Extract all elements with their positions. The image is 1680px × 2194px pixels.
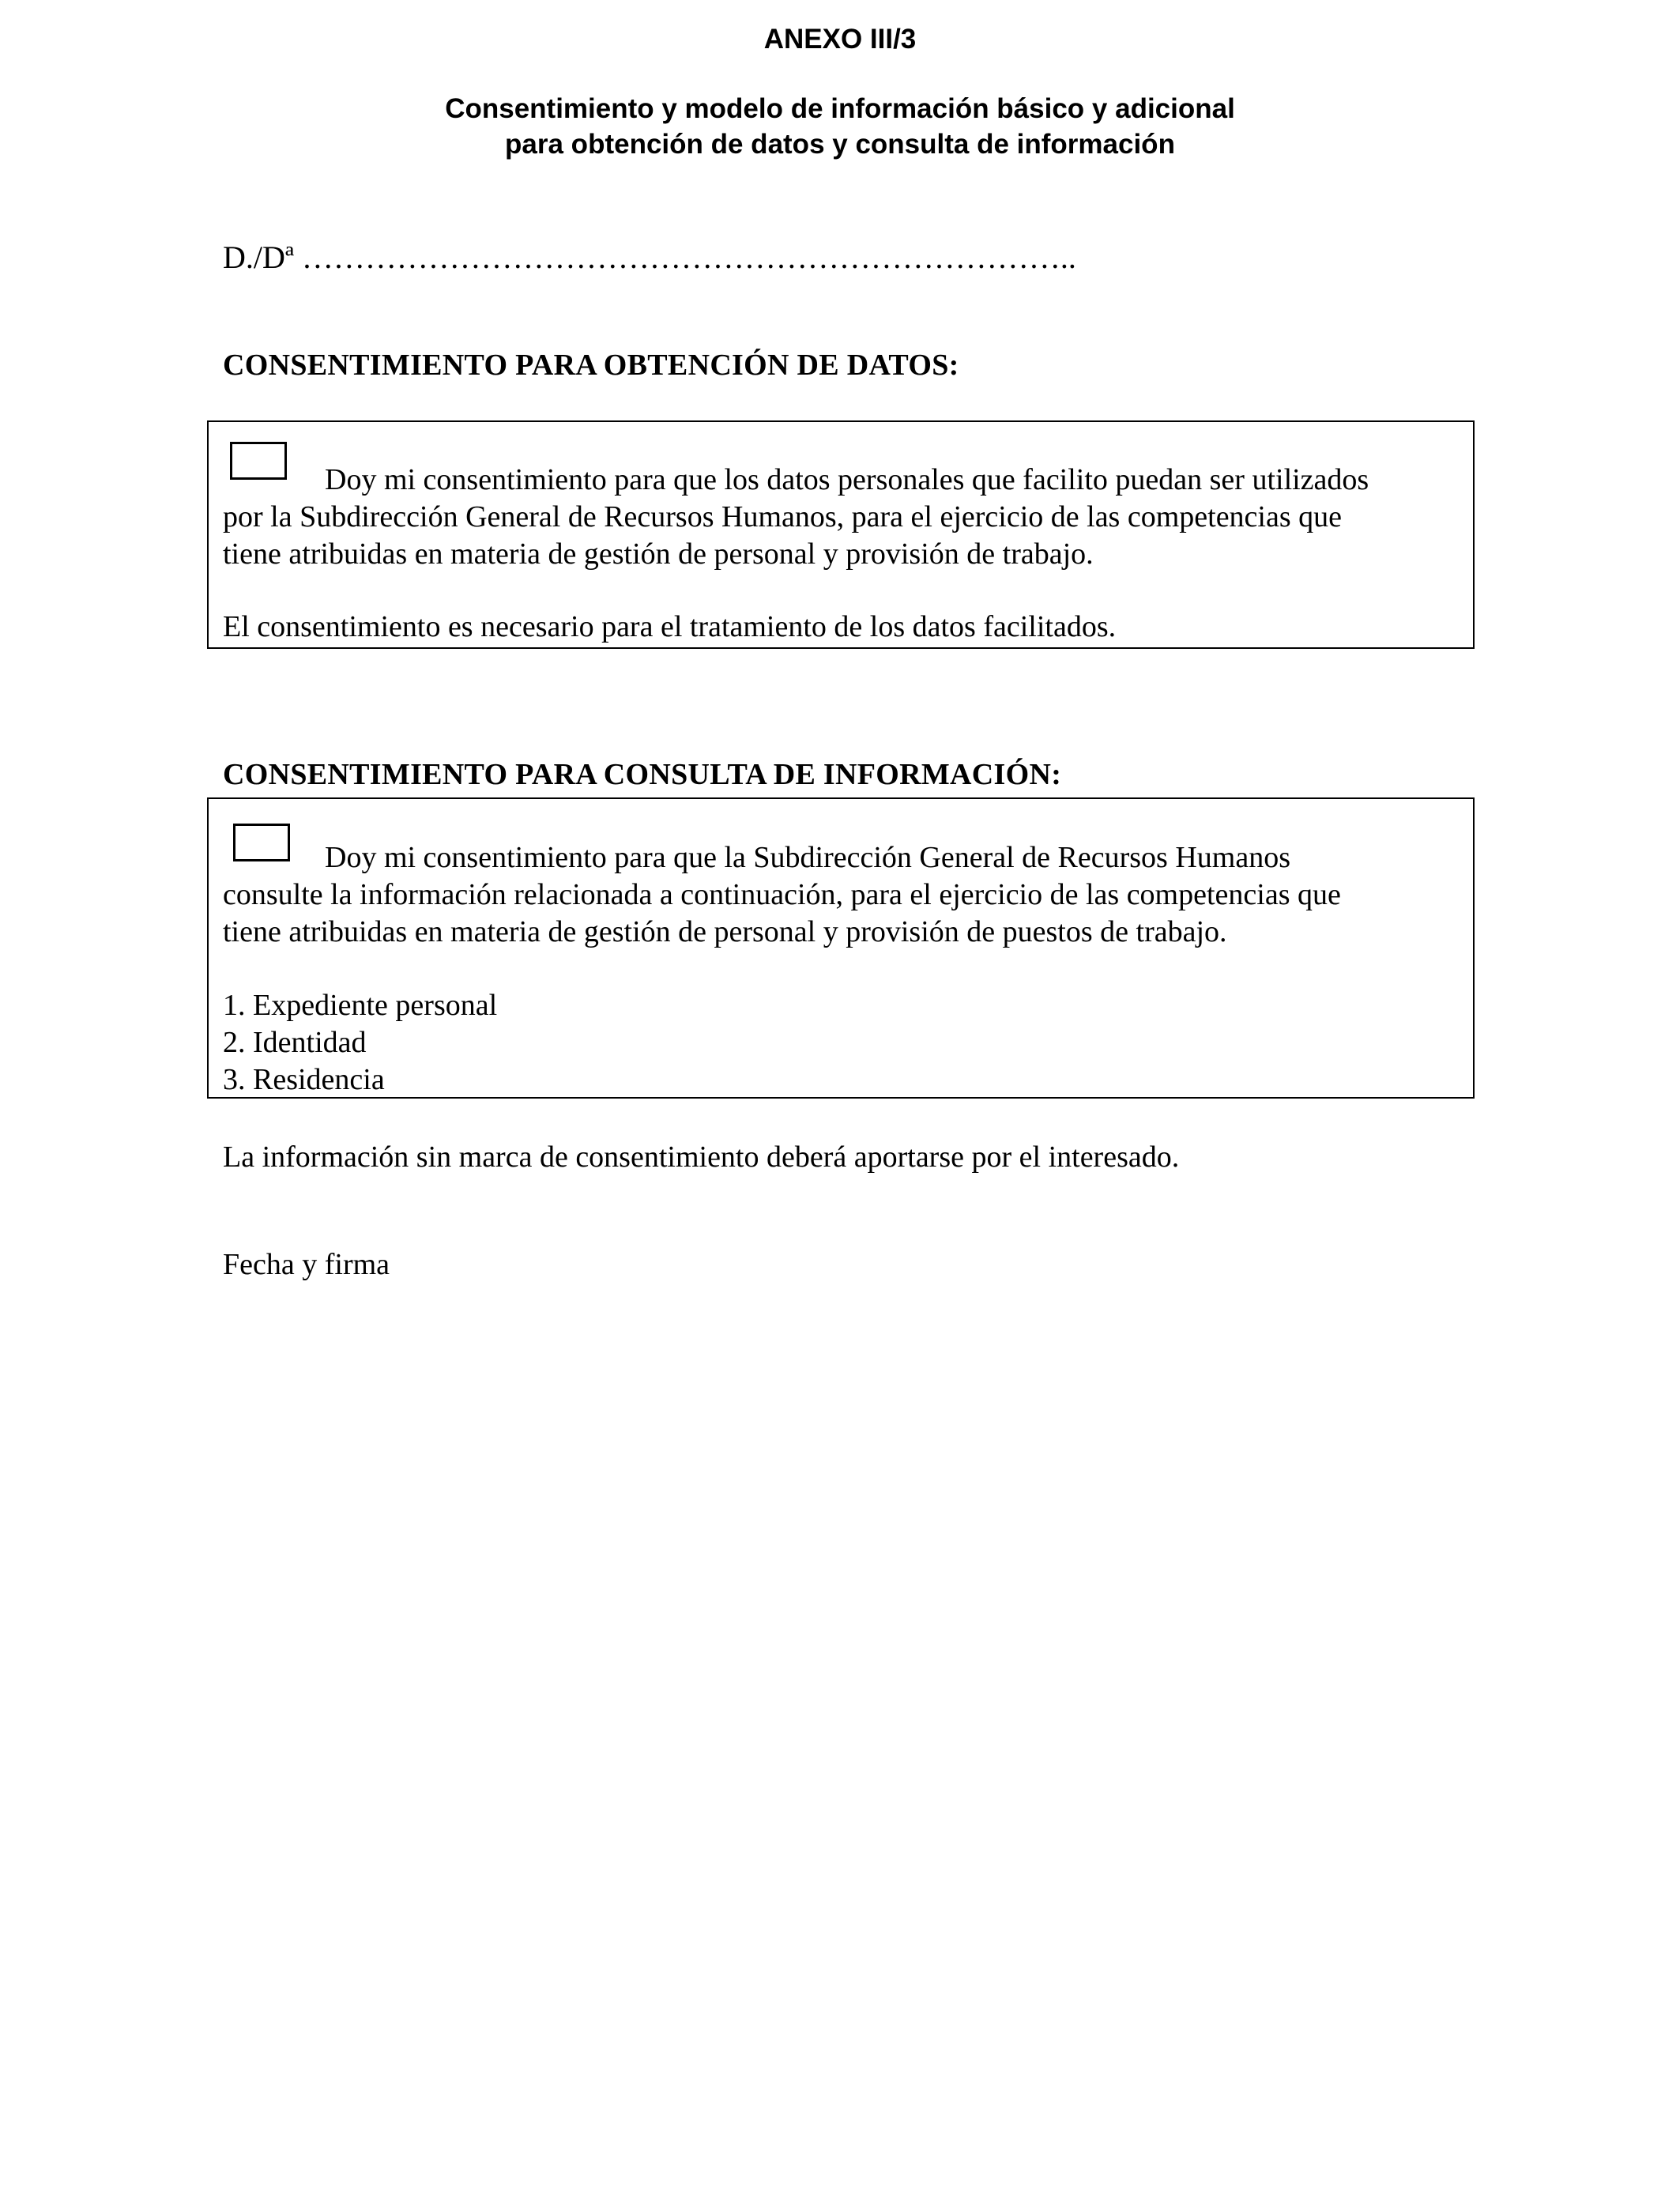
- list-item: 3. Residencia: [223, 1063, 385, 1096]
- list-item: 2. Identidad: [223, 1026, 367, 1059]
- consent-necessity-note: El consentimiento es necesario para el tratamiento de los datos facilitados.: [223, 610, 1117, 643]
- document-subtitle-line-2: para obtención de datos y consulta de información: [505, 129, 1175, 160]
- missing-consent-note: La información sin marca de consentimiento deberá aportarse por el interesado.: [223, 1140, 1180, 1174]
- date-and-signature-label: Fecha y firma: [223, 1248, 390, 1281]
- section-heading-consulta: CONSENTIMIENTO PARA CONSULTA DE INFORMACIÓN:: [223, 758, 1062, 791]
- document-subtitle-line-1: Consentimiento y modelo de información básico y adicional: [445, 93, 1235, 124]
- consent-text-line: tiene atribuidas en materia de gestión de personal y provisión de puestos de trabajo.: [223, 915, 1227, 948]
- list-item: 1. Expediente personal: [223, 989, 498, 1022]
- consent-checkbox-consulta[interactable]: [233, 824, 290, 861]
- applicant-name-field[interactable]: D./Dª ………………………………………………………………..: [223, 239, 1076, 275]
- consent-text-line: Doy mi consentimiento para que los datos personales que facilito puedan ser utilizados: [325, 463, 1369, 496]
- consent-text-line: por la Subdirección General de Recursos Humanos, para el ejercicio de las competencias que: [223, 500, 1343, 533]
- annex-title: ANEXO III/3: [763, 24, 917, 55]
- consent-text-line: consulte la información relacionada a continuación, para el ejercicio de las competencias que: [223, 878, 1341, 911]
- consent-text-line: tiene atribuidas en materia de gestión de personal y provisión de trabajo.: [223, 537, 1094, 571]
- consent-text-line: Doy mi consentimiento para que la Subdirección General de Recursos Humanos: [325, 841, 1290, 874]
- section-heading-obtencion: CONSENTIMIENTO PARA OBTENCIÓN DE DATOS:: [223, 349, 959, 382]
- consent-checkbox-obtencion[interactable]: [230, 442, 287, 480]
